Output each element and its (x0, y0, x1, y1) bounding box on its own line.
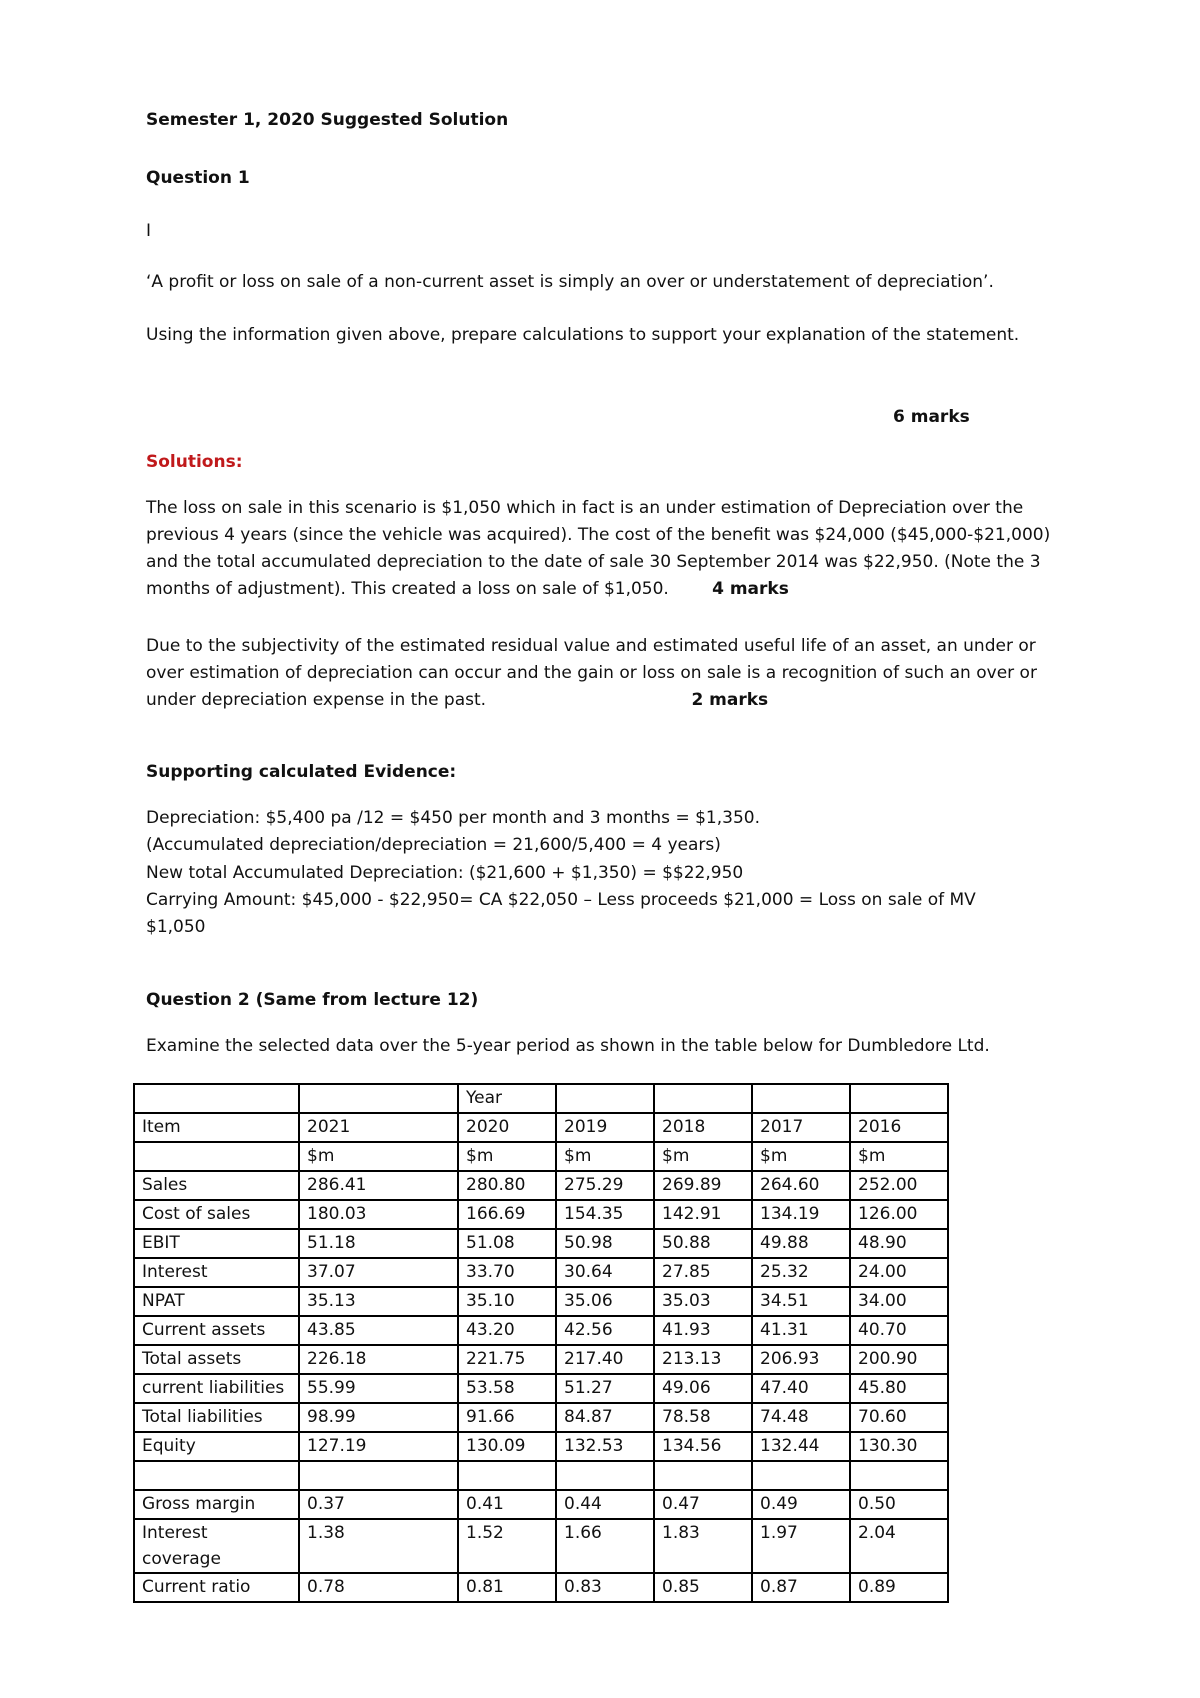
table-unit-cell: $m (850, 1142, 948, 1171)
table-row-label: Current ratio (134, 1573, 299, 1602)
table-row (134, 1084, 948, 1113)
table-cell (654, 1084, 752, 1113)
table-value-cell: 42.56 (556, 1316, 654, 1345)
table-value-cell: 0.83 (556, 1573, 654, 1602)
table-value-cell: 53.58 (458, 1374, 556, 1403)
table-value-cell: 48.90 (850, 1229, 948, 1258)
table-value-cell: 33.70 (458, 1258, 556, 1287)
table-value-cell: 0.50 (850, 1490, 948, 1519)
table-value-cell: 221.75 (458, 1345, 556, 1374)
table-row (134, 1432, 948, 1461)
table-value-cell: 154.35 (556, 1200, 654, 1229)
table-value-cell: 91.66 (458, 1403, 556, 1432)
table-value-cell: 226.18 (299, 1345, 458, 1374)
table-value-cell: 35.06 (556, 1287, 654, 1316)
table-value-cell: 51.27 (556, 1374, 654, 1403)
table-value-cell: 0.85 (654, 1573, 752, 1602)
table-header-year: Year (458, 1084, 556, 1113)
table-value-cell: 55.99 (299, 1374, 458, 1403)
table-value-cell: 132.44 (752, 1432, 850, 1461)
table-value-cell: 0.44 (556, 1490, 654, 1519)
table-cell (556, 1461, 654, 1490)
table-value-cell: 34.51 (752, 1287, 850, 1316)
table-value-cell: 0.89 (850, 1573, 948, 1602)
table-year-cell: 2018 (654, 1113, 752, 1142)
table-unit-cell: $m (556, 1142, 654, 1171)
table-value-cell: 43.20 (458, 1316, 556, 1345)
table-row (134, 1316, 948, 1345)
table-row (134, 1229, 948, 1258)
table-value-cell: 0.47 (654, 1490, 752, 1519)
table-value-cell: 49.06 (654, 1374, 752, 1403)
table-unit-cell: $m (752, 1142, 850, 1171)
table-cell (458, 1461, 556, 1490)
table-value-cell: 30.64 (556, 1258, 654, 1287)
table-row (134, 1200, 948, 1229)
table-row (134, 1171, 948, 1200)
table-value-cell: 275.29 (556, 1171, 654, 1200)
table-row (134, 1374, 948, 1403)
table-row (134, 1287, 948, 1316)
table-value-cell: 49.88 (752, 1229, 850, 1258)
table-value-cell: 180.03 (299, 1200, 458, 1229)
evidence-line-2: (Accumulated depreciation/depreciation = 21,600/5,400 = 4 years) (146, 835, 721, 855)
solutions-paragraph-1-text: The loss on sale in this scenario is $1,050 which in fact is an under estimation of Depreciation over the previous 4 years (since the vehicle was acquired). The cost of the benefit was $24,000 ($45,000-$21,000) and the total accumulated depreciation to the date of sale 30 September 2014 was $22,950. (Note the 3 months of adjustment). This created a loss on sale of $1,050. (146, 498, 1051, 599)
table-value-cell: 74.48 (752, 1403, 850, 1432)
table-cell (134, 1142, 299, 1171)
evidence-line-5: $1,050 (146, 917, 206, 937)
document-heading: Semester 1, 2020 Suggested Solution (146, 110, 509, 130)
table-ratio-rows (134, 1490, 948, 1602)
table-value-cell: 206.93 (752, 1345, 850, 1374)
table-cell (654, 1461, 752, 1490)
solutions-paragraph-2-text: Due to the subjectivity of the estimated residual value and estimated useful life of an asset, an under or over estimation of depreciation can occur and the gain or loss on sale is a recognition of such an over or under depreciation expense in the past. (146, 636, 1037, 710)
table-value-cell: 41.31 (752, 1316, 850, 1345)
table-value-cell: 2.04 (850, 1519, 948, 1573)
table-row (134, 1519, 948, 1573)
solutions-title: Solutions: (146, 452, 243, 472)
table-value-cell: 78.58 (654, 1403, 752, 1432)
table-cell (752, 1461, 850, 1490)
table-value-cell: 286.41 (299, 1171, 458, 1200)
table-value-cell: 269.89 (654, 1171, 752, 1200)
table-value-cell: 27.85 (654, 1258, 752, 1287)
table-value-cell: 0.78 (299, 1573, 458, 1602)
question1-title: Question 1 (146, 168, 250, 188)
table-value-cell: 1.52 (458, 1519, 556, 1573)
financial-data-table (133, 1083, 949, 1603)
table-value-cell: 34.00 (850, 1287, 948, 1316)
table-value-cell: 35.03 (654, 1287, 752, 1316)
table-cell (752, 1084, 850, 1113)
table-value-cell: 50.98 (556, 1229, 654, 1258)
table-value-cell: 126.00 (850, 1200, 948, 1229)
table-value-cell: 43.85 (299, 1316, 458, 1345)
question1-instruction: Using the information given above, prepare calculations to support your explanation of the statement. (146, 325, 1020, 345)
table-cell (850, 1461, 948, 1490)
table-row-label: Cost of sales (134, 1200, 299, 1229)
table-value-cell: 280.80 (458, 1171, 556, 1200)
table-value-cell: 1.38 (299, 1519, 458, 1573)
table-row-label: Gross margin (134, 1490, 299, 1519)
table-value-cell: 127.19 (299, 1432, 458, 1461)
table-value-cell: 1.66 (556, 1519, 654, 1573)
table-value-cell: 1.83 (654, 1519, 752, 1573)
solutions-paragraph-1-marks: 4 marks (712, 579, 789, 599)
table-row-label: Total assets (134, 1345, 299, 1374)
table-value-cell: 134.56 (654, 1432, 752, 1461)
table-value-cell: 0.41 (458, 1490, 556, 1519)
solutions-paragraph-2 (146, 633, 1071, 714)
table-value-cell: 0.49 (752, 1490, 850, 1519)
table-row-spacer (134, 1461, 948, 1490)
table-value-cell: 0.81 (458, 1573, 556, 1602)
table-value-cell: 134.19 (752, 1200, 850, 1229)
table-cell (299, 1461, 458, 1490)
table-value-cell: 70.60 (850, 1403, 948, 1432)
table-value-cell: 200.90 (850, 1345, 948, 1374)
table-item-header: Item (134, 1113, 299, 1142)
table-value-cell: 252.00 (850, 1171, 948, 1200)
table-row (134, 1403, 948, 1432)
evidence-line-1: Depreciation: $5,400 pa /12 = $450 per month and 3 months = $1,350. (146, 808, 760, 828)
table-row-label: Sales (134, 1171, 299, 1200)
table-cell (556, 1084, 654, 1113)
evidence-title: Supporting calculated Evidence: (146, 762, 457, 782)
table-value-cell: 51.08 (458, 1229, 556, 1258)
table-value-cell: 47.40 (752, 1374, 850, 1403)
table-data-rows (134, 1171, 948, 1461)
table-value-cell: 35.10 (458, 1287, 556, 1316)
table-row-label: Total liabilities (134, 1403, 299, 1432)
table-value-cell: 41.93 (654, 1316, 752, 1345)
table-value-cell: 50.88 (654, 1229, 752, 1258)
table-value-cell: 132.53 (556, 1432, 654, 1461)
table-unit-cell: $m (654, 1142, 752, 1171)
solutions-paragraph-2-marks: 2 marks (691, 690, 769, 710)
question2-title: Question 2 (Same from lecture 12) (146, 990, 479, 1010)
table-value-cell: 25.32 (752, 1258, 850, 1287)
table-unit-cell: $m (299, 1142, 458, 1171)
table-value-cell: 98.99 (299, 1403, 458, 1432)
table-year-cell: 2021 (299, 1113, 458, 1142)
table-row (134, 1345, 948, 1374)
question1-marker: I (146, 221, 152, 241)
table-value-cell: 37.07 (299, 1258, 458, 1287)
table-year-cell: 2017 (752, 1113, 850, 1142)
table-value-cell: 0.87 (752, 1573, 850, 1602)
table-row-label: Interest coverage (134, 1519, 299, 1573)
table-value-cell: 166.69 (458, 1200, 556, 1229)
table-value-cell: 51.18 (299, 1229, 458, 1258)
table-value-cell: 0.37 (299, 1490, 458, 1519)
table-value-cell: 45.80 (850, 1374, 948, 1403)
table-value-cell: 130.30 (850, 1432, 948, 1461)
question1-quote: ‘A profit or loss on sale of a non-current asset is simply an over or understatement of depreciation’. (146, 272, 994, 292)
table-cell (134, 1084, 299, 1113)
table-value-cell: 217.40 (556, 1345, 654, 1374)
table-row-label: current liabilities (134, 1374, 299, 1403)
table-value-cell: 40.70 (850, 1316, 948, 1345)
table-row (134, 1142, 948, 1171)
table-row-label: Equity (134, 1432, 299, 1461)
table-value-cell: 35.13 (299, 1287, 458, 1316)
table-row-label: EBIT (134, 1229, 299, 1258)
table-value-cell: 84.87 (556, 1403, 654, 1432)
table-value-cell: 24.00 (850, 1258, 948, 1287)
table-row (134, 1573, 948, 1602)
table-cell (850, 1084, 948, 1113)
solutions-paragraph-1 (146, 495, 1076, 603)
question2-intro: Examine the selected data over the 5-year period as shown in the table below for Dumbledore Ltd. (146, 1036, 990, 1056)
evidence-line-3: New total Accumulated Depreciation: ($21,600 + $1,350) = $$22,950 (146, 863, 744, 883)
table-year-cell: 2020 (458, 1113, 556, 1142)
table-row-label: NPAT (134, 1287, 299, 1316)
table-row-label: Current assets (134, 1316, 299, 1345)
question1-marks: 6 marks (893, 407, 970, 427)
table-value-cell: 1.97 (752, 1519, 850, 1573)
table-row-label: Interest (134, 1258, 299, 1287)
table-cell (134, 1461, 299, 1490)
table-cell (299, 1084, 458, 1113)
evidence-line-4: Carrying Amount: $45,000 - $22,950= CA $22,050 – Less proceeds $21,000 = Loss on sale of MV (146, 890, 976, 910)
table-value-cell: 142.91 (654, 1200, 752, 1229)
table-value-cell: 130.09 (458, 1432, 556, 1461)
table-year-cell: 2016 (850, 1113, 948, 1142)
table-row (134, 1113, 948, 1142)
table-year-cell: 2019 (556, 1113, 654, 1142)
table-row (134, 1258, 948, 1287)
table-row (134, 1490, 948, 1519)
table-value-cell: 213.13 (654, 1345, 752, 1374)
table-value-cell: 264.60 (752, 1171, 850, 1200)
table-unit-cell: $m (458, 1142, 556, 1171)
